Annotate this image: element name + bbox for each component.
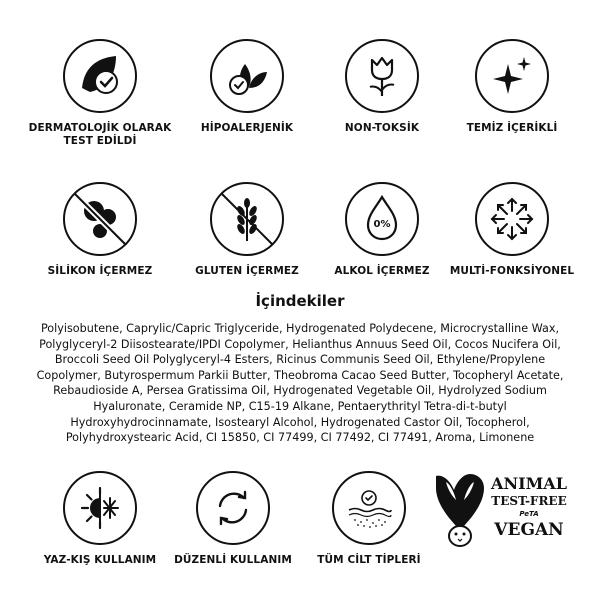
feature-dermatologically-tested bbox=[25, 38, 175, 148]
sparkle-icon bbox=[474, 38, 550, 114]
sun-snow-icon bbox=[62, 470, 138, 546]
feature-summer-winter-use bbox=[25, 470, 175, 567]
badge-vegan-text: VEGAN bbox=[494, 520, 564, 540]
animal-test-free-vegan-badge bbox=[432, 470, 572, 550]
leaf-check-icon bbox=[62, 38, 138, 114]
leaves-check-icon bbox=[209, 38, 285, 114]
feature-regular-use bbox=[158, 470, 308, 567]
feature-label: ALKOL İÇERMEZ bbox=[334, 265, 430, 277]
feature-label: DÜZENLİ KULLANIM bbox=[174, 554, 292, 566]
ingredients-text: Polyisobutene, Caprylic/Capric Triglyceride, Hydrogenated Polydecene, Microcrystalline Wax, Polyglyceryl-2 Diisostearate/IPDI Copolymer, Helianthus Annuus Seed Oil, Cocos Nucifera Oil, Broccoli Seed Oil Polyglyceryl-4 Esters, Ricinus Communis Seed Oil, Ethylene/Propylene Copolymer, Butyrospermum Parkii Butter, Theobroma Cacao Seed Butter, Tocopheryl Acetate, Rebaudioside A, Persea Gratissima Oil, Hydrogenated Vegetable Oil, Hydrolyzed Sodium Hyaluronate, Ceramide NP, C15-19 Alkane, Pentaerythrityl Tetra-di-t-butyl Hydroxyhydrocinnamate, Isostearyl Alcohol, Hydrogenated Castor Oil, Tocopherol, Polyhydroxystearic Acid, CI 15850, CI 77499, CI 77492, CI 77491, Aroma, Limonene bbox=[36, 322, 564, 445]
feature-clean-ingredients bbox=[437, 38, 587, 135]
badge-animal-text: ANIMAL bbox=[491, 474, 567, 493]
feature-label: YAZ-KIŞ KULLANIM bbox=[43, 554, 157, 566]
multi-arrows-icon bbox=[474, 181, 550, 257]
feature-label: GLUTEN İÇERMEZ bbox=[195, 265, 299, 277]
feature-label: TÜM CİLT TİPLERİ bbox=[317, 554, 421, 566]
svg-text:0%: 0% bbox=[373, 219, 391, 230]
zero-percent-drop-icon bbox=[344, 181, 420, 257]
feature-label: SİLİKON İÇERMEZ bbox=[47, 265, 153, 277]
feature-non-toxic bbox=[307, 38, 457, 135]
skin-check-icon bbox=[331, 470, 407, 546]
feature-label: MULTİ-FONKSİYONEL bbox=[449, 265, 575, 277]
badge-peta-text: PeTA bbox=[519, 510, 539, 518]
tulip-icon bbox=[344, 38, 420, 114]
feature-hypoallergenic bbox=[172, 38, 322, 135]
no-gluten-icon bbox=[209, 181, 285, 257]
feature-label: NON-TOKSİK bbox=[344, 122, 420, 134]
badge-test-free-text: TEST-FREE bbox=[491, 494, 567, 508]
feature-label: DERMATOLOJİK OLARAK TEST EDİLDİ bbox=[28, 122, 172, 147]
feature-label: HİPOALERJENİK bbox=[200, 122, 294, 134]
feature-label: TEMİZ İÇERİKLİ bbox=[466, 122, 558, 134]
ingredients-title: İçindekiler bbox=[255, 292, 345, 310]
no-silicone-icon bbox=[62, 181, 138, 257]
feature-alcohol-free bbox=[307, 181, 457, 278]
feature-gluten-free bbox=[172, 181, 322, 278]
bunny-heart-logo bbox=[432, 470, 488, 550]
feature-multi-functional bbox=[437, 181, 587, 278]
feature-all-skin-types bbox=[294, 470, 444, 567]
refresh-icon bbox=[195, 470, 271, 546]
feature-silicone-free bbox=[25, 181, 175, 278]
